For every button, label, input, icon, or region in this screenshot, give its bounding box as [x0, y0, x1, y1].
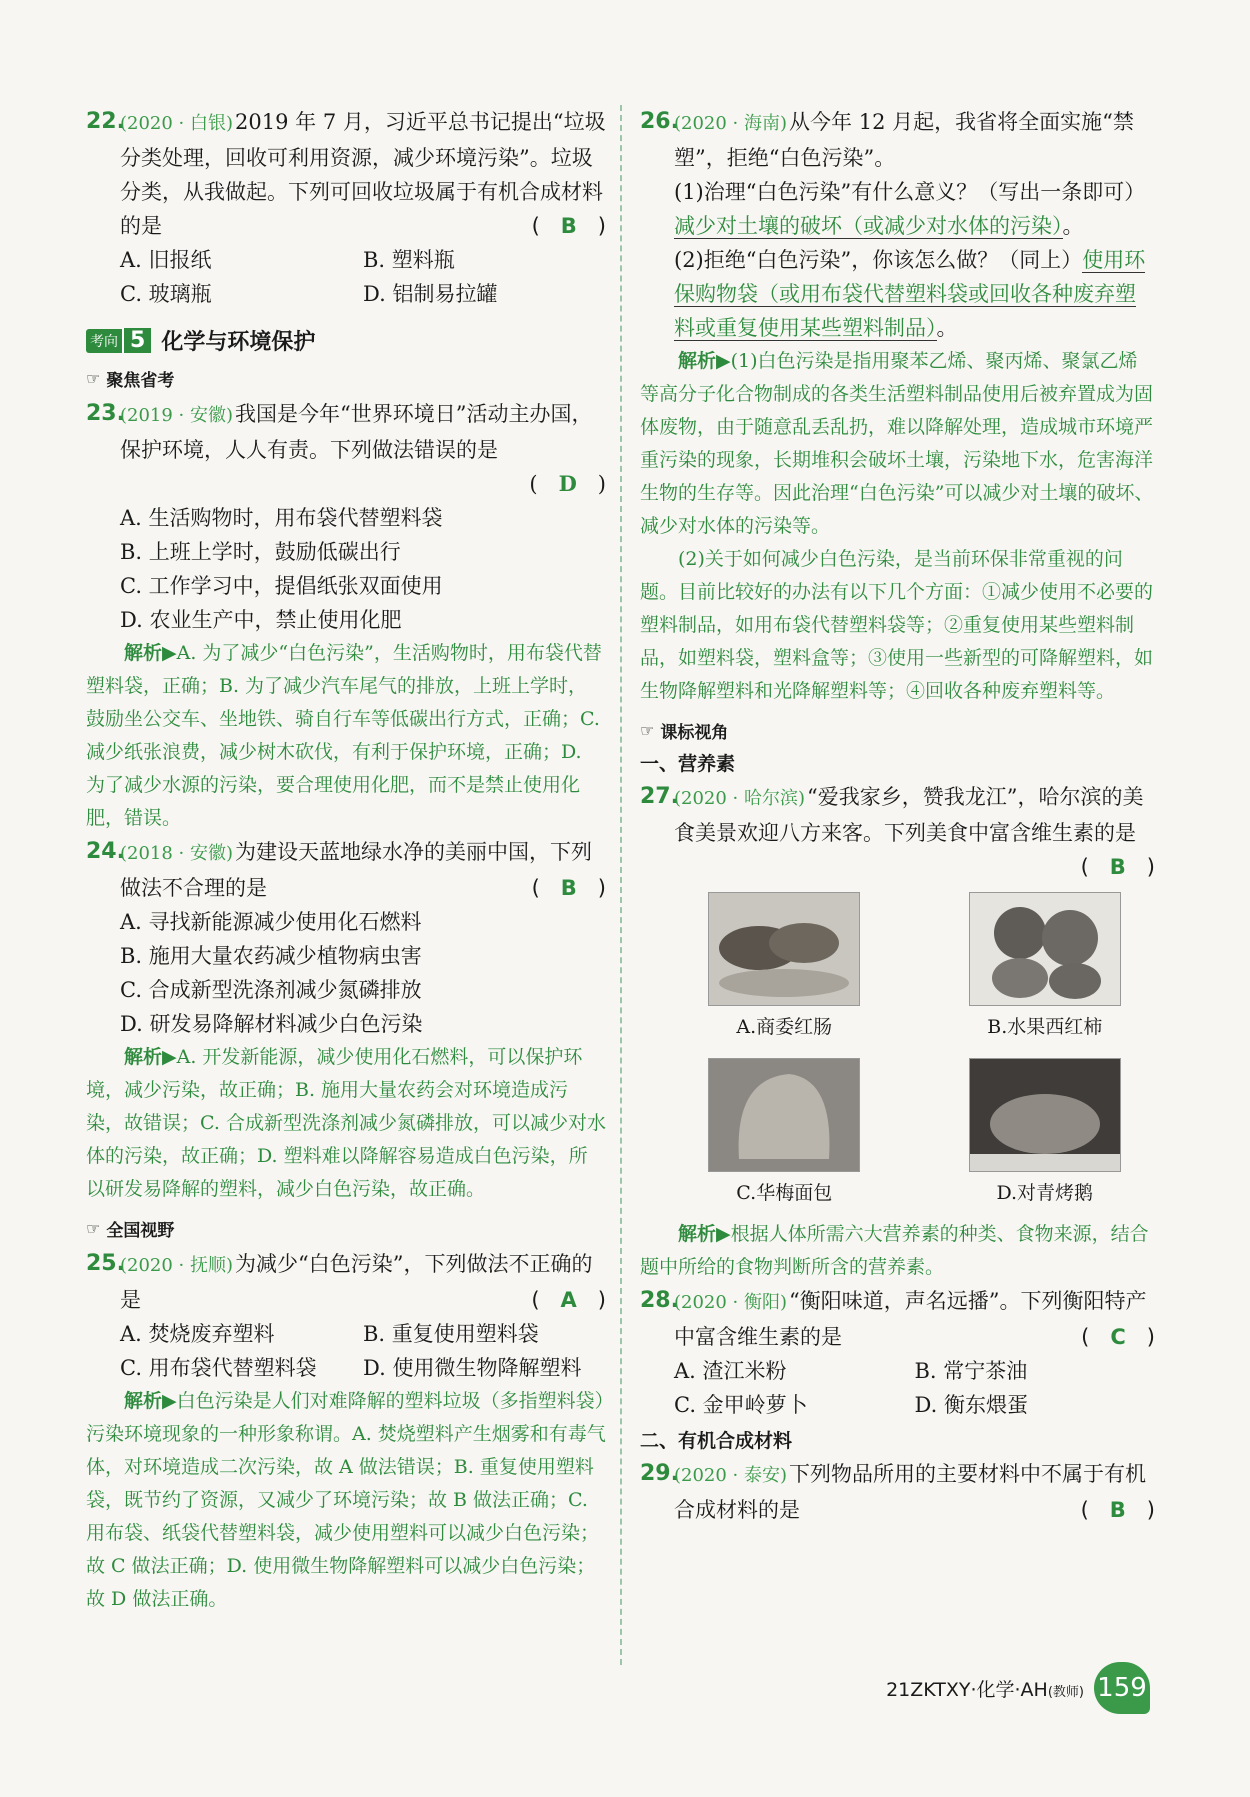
option-d: D. 衡东煨蛋 — [914, 1393, 1028, 1417]
option-b: B. 重复使用塑料袋 — [363, 1322, 539, 1346]
image-caption: A.商委红肠 — [736, 1016, 833, 1038]
subsection-heading: ☞ 课标视角 — [640, 721, 729, 743]
answer-bracket: ( B ) — [1080, 855, 1155, 879]
pointing-hand-icon: ☞ — [640, 721, 655, 740]
image-caption: C.华梅面包 — [736, 1182, 833, 1204]
question-stem: 2019 年 7 月，习近平总书记提出“垃圾分类处理，回收可利用资源，减少环境污染”。垃圾分类，从我做起。下列可回收垃圾属于有机合成材料的是 — [120, 110, 606, 238]
question-number: 28. — [640, 1288, 679, 1313]
explanation: 解析▶(1)白色污染是指用聚苯乙烯、聚丙烯、聚氯乙烯等高分子化合物制成的各类生活塑料制品使用后被弃置成为固体废物，由于随意乱丢乱扔，难以降解处理，造成城市环境严重污染的现象，长期堆积会破坏土壤，污染地下水，危害海洋生物的生存等。因此治理“白色污染”可以减少对土壤的破坏、减少对水体的污染等。 — [640, 350, 1154, 537]
focus-number: 5 — [122, 328, 151, 353]
question-source: (2020 · 抚顺) — [120, 1255, 234, 1276]
option-a: A. 生活购物时，用布袋代替塑料袋 — [120, 506, 443, 530]
pointing-hand-icon: ☞ — [86, 1219, 101, 1238]
sausage-photo — [708, 892, 860, 1006]
option-c: C. 玻璃瓶 — [120, 282, 212, 306]
option-c: C. 用布袋代替塑料袋 — [120, 1356, 317, 1380]
option-a: A. 旧报纸 — [120, 248, 212, 272]
option-a: A. 渣江米粉 — [674, 1359, 787, 1383]
option-d: D. 使用微生物降解塑料 — [363, 1356, 582, 1380]
book-code: 21ZKTXY·化学·AH(教师) — [886, 1678, 1084, 1701]
question-stem: “爱我家乡，赞我龙江”，哈尔滨的美食美景欢迎八方来客。下列美食中富含维生素的是 — [674, 785, 1144, 845]
page-number: 159 — [1094, 1662, 1150, 1714]
answer-bracket: ( B ) — [531, 876, 606, 900]
question-26 — [640, 105, 1155, 708]
question-25 — [86, 1247, 606, 1616]
question-number: 23. — [86, 401, 125, 426]
answer-bracket: ( A ) — [531, 1288, 606, 1312]
options — [86, 1317, 606, 1385]
subsection-heading: ☞ 聚焦省考 — [86, 369, 175, 391]
option-b: B. 施用大量农药减少植物病虫害 — [120, 944, 422, 968]
option-a: A. 焚烧废弃塑料 — [120, 1322, 275, 1346]
focus-heading — [86, 325, 606, 356]
subsection-heading: ☞ 全国视野 — [86, 1219, 175, 1241]
explanation: 解析▶白色污染是人们对难降解的塑料垃圾（多指塑料袋）污染环境现象的一种形象称谓。A. 焚烧塑料产生烟雾和有毒气体，对环境造成二次污染，故 A 做法错误；B. 重复使用塑料袋，既节约了资源，又减少了环境污染；故 B 做法正确；C. 用布袋、纸袋代替塑料袋，减少使用塑料可以减少白色污染；故 C 做法正确；D. 使用微生物降解塑料可以减少白色污染；故 D 做法正确。 — [86, 1390, 606, 1610]
question-number: 25. — [86, 1251, 125, 1276]
option-a: A. 寻找新能源减少使用化石燃料 — [120, 910, 422, 934]
question-source: (2018 · 安徽) — [120, 843, 234, 864]
option-c: C. 合成新型洗涤剂减少氮磷排放 — [120, 978, 422, 1002]
question-source: (2020 · 衡阳) — [674, 1292, 788, 1313]
option-c: C. 金甲岭萝卜 — [674, 1393, 808, 1417]
section-heading: 二、有机合成材料 — [640, 1430, 793, 1452]
roast-goose-photo — [969, 1058, 1121, 1172]
answer-bracket: ( D ) — [529, 471, 606, 496]
right-column — [640, 105, 1155, 1527]
explanation: 解析▶A. 为了减少“白色污染”，生活购物时，用布袋代替塑料袋，正确；B. 为了减少汽车尾气的排放，上班上学时，鼓励坐公交车、坐地铁、骑自行车等低碳出行方式，正确；C. 减少纸张浪费，减少树木砍伐，有利于保护环境，正确；D. 为了减少水源的污染，要合理使用化肥，而不是禁止使用化肥，错误。 — [86, 642, 602, 829]
tomato-photo — [969, 892, 1121, 1006]
question-27 — [640, 780, 1155, 1284]
section-heading: 一、营养素 — [640, 753, 736, 775]
bread-photo — [708, 1058, 860, 1172]
question-number: 29. — [640, 1461, 679, 1486]
image-caption: D.对青烤鹅 — [996, 1182, 1094, 1204]
column-divider — [620, 105, 622, 1665]
question-number: 24. — [86, 839, 125, 864]
focus-title: 化学与环境保护 — [161, 330, 316, 355]
answer-fill: 使用环保购物袋（或用布袋代替塑料袋或回收各种废弃塑料或重复使用某些塑料制品） — [674, 248, 1146, 340]
option-c: C. 工作学习中，提倡纸张双面使用 — [120, 574, 443, 598]
image-option-c — [674, 1058, 895, 1210]
question-stem: “衡阳味道，声名远播”。下列衡阳特产中富含维生素的是 — [674, 1289, 1147, 1349]
answer-fill: 减少对土壤的破坏（或减少对水体的污染） — [674, 214, 1063, 238]
question-number: 26. — [640, 109, 679, 134]
focus-tag: 考向 — [86, 329, 122, 353]
option-b: B. 常宁茶油 — [914, 1359, 1028, 1383]
question-source: (2019 · 安徽) — [120, 405, 234, 426]
question-stem: 为建设天蓝地绿水净的美丽中国，下列做法不合理的是 — [120, 840, 593, 900]
page-footer — [886, 1662, 1150, 1714]
answer-bracket: ( B ) — [531, 214, 606, 238]
question-source: (2020 · 海南) — [674, 113, 788, 134]
answer-bracket: ( C ) — [1081, 1325, 1155, 1349]
image-option-a — [674, 892, 895, 1044]
question-source: (2020 · 白银) — [120, 113, 234, 134]
sub-question-1: (1)治理“白色污染”有什么意义？（写出一条即可）减少对土壤的破坏（或减少对水体的污染）。 — [674, 180, 1146, 238]
question-number: 27. — [640, 784, 679, 809]
pointing-hand-icon: ☞ — [86, 369, 101, 388]
image-options — [674, 892, 1155, 1210]
left-column — [86, 105, 606, 1616]
option-d: D. 研发易降解材料减少白色污染 — [120, 1012, 423, 1036]
question-stem: 从今年 12 月起，我省将全面实施“禁塑”，拒绝“白色污染”。 — [674, 110, 1134, 170]
question-stem: 为减少“白色污染”，下列做法不正确的是 — [120, 1252, 593, 1312]
question-stem: 下列物品所用的主要材料中不属于有机合成材料的是 — [674, 1462, 1147, 1522]
question-28 — [640, 1284, 1155, 1422]
options — [640, 1354, 1155, 1422]
question-22 — [86, 105, 606, 311]
options — [86, 243, 606, 311]
sub-question-2: (2)拒绝“白色污染”，你该怎么做？（同上）使用环保购物袋（或用布袋代替塑料袋或回收各种废弃塑料或重复使用某些塑料制品）。 — [674, 248, 1146, 340]
question-source: (2020 · 泰安) — [674, 1465, 788, 1486]
question-24 — [86, 835, 606, 1206]
image-caption: B.水果西红柿 — [987, 1016, 1103, 1038]
explanation: 解析▶A. 开发新能源，减少使用化石燃料，可以保护环境，减少污染，故正确；B. 施用大量农药会对环境造成污染，故错误；C. 合成新型洗涤剂减少氮磷排放，可以减少对水体的污染，故正确；D. 塑料难以降解容易造成白色污染，所以研发易降解的塑料，减少白色污染，故正确。 — [86, 1046, 606, 1200]
question-source: (2020 · 哈尔滨) — [674, 788, 806, 809]
image-option-d — [935, 1058, 1156, 1210]
question-number: 22. — [86, 109, 125, 134]
option-d: D. 铝制易拉罐 — [363, 282, 498, 306]
image-option-b — [935, 892, 1156, 1044]
answer-bracket: ( B ) — [1080, 1498, 1155, 1522]
question-23 — [86, 397, 606, 835]
option-d: D. 农业生产中，禁止使用化肥 — [120, 608, 402, 632]
question-stem: 我国是今年“世界环境日”活动主办国，保护环境，人人有责。下列做法错误的是 — [120, 402, 593, 462]
option-b: B. 塑料瓶 — [363, 248, 455, 272]
option-b: B. 上班上学时，鼓励低碳出行 — [120, 540, 401, 564]
explanation-2: (2)关于如何减少白色污染，是当前环保非常重视的问题。目前比较好的办法有以下几个方面：①减少使用不必要的塑料制品，如用布袋代替塑料袋等；②重复使用某些塑料制品，如塑料袋，塑料盒等；③使用一些新型的可降解塑料，如生物降解塑料和光降解塑料等；④回收各种废弃塑料等。 — [640, 548, 1154, 702]
explanation: 解析▶根据人体所需六大营养素的种类、食物来源，结合题中所给的食物判断所含的营养素。 — [640, 1223, 1149, 1278]
question-29 — [640, 1457, 1155, 1527]
